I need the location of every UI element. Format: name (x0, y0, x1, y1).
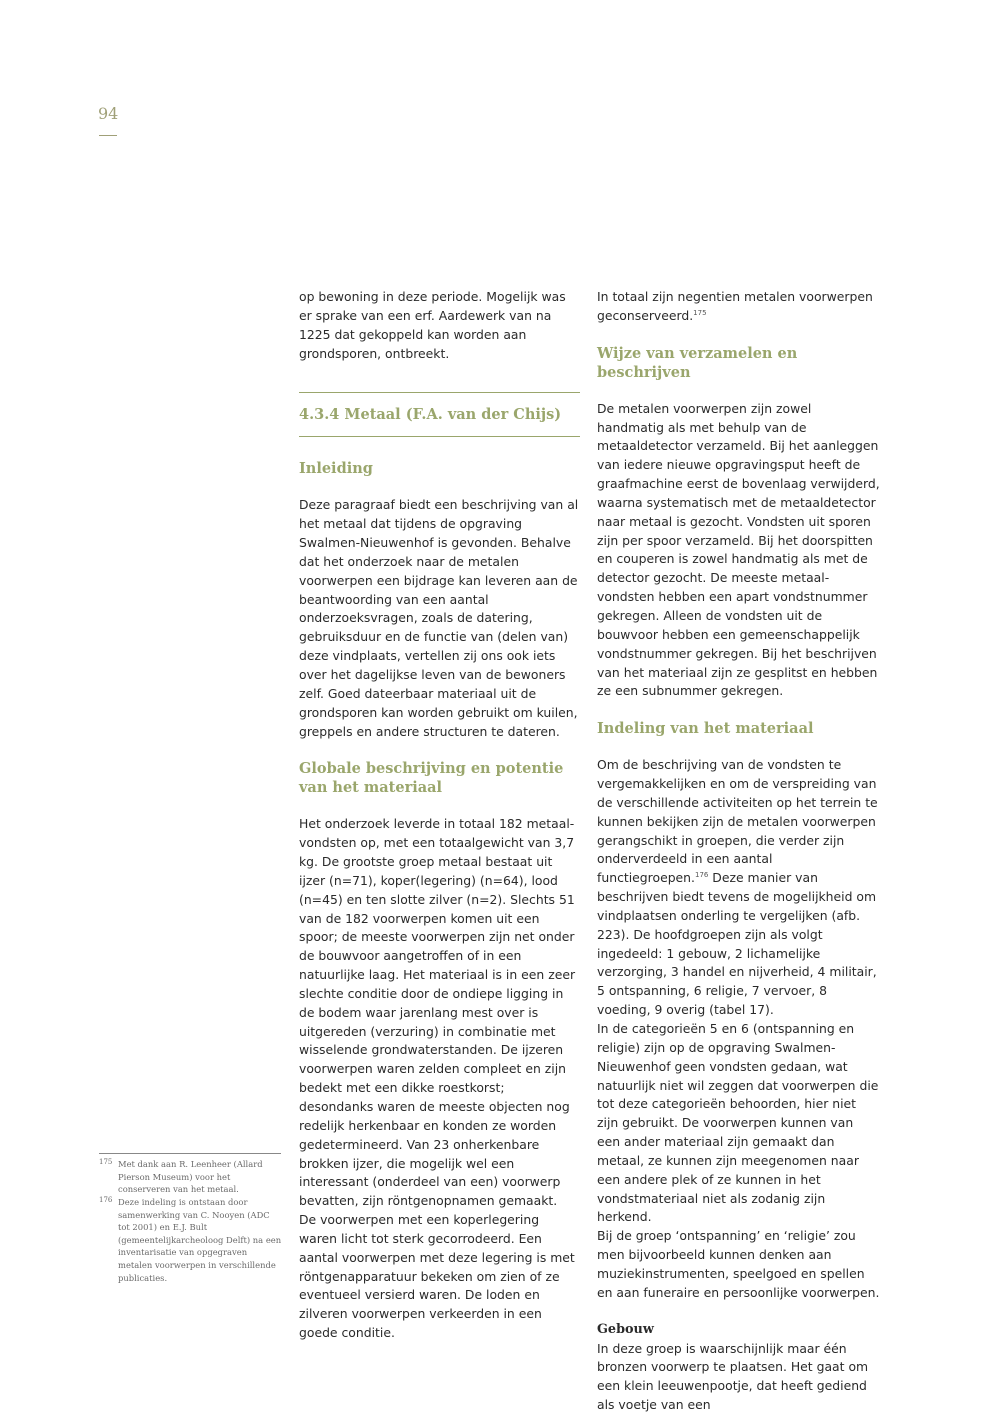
paragraph-geconserveerd: In totaal zijn negentien metalen voorwerpen geconserveerd.$^{175}$ (597, 289, 873, 323)
footnote-176 (99, 1196, 282, 1284)
column-right (597, 288, 880, 1415)
paragraph-indeling-1: Om de beschrijving van de vondsten te vergemakkelijken en om de verspreiding van de verschillende activiteiten op het terrein te kunnen bekijken zijn de metalen voorwerpen gerangschikt in groepen, die verder zijn onderverdeeld in een aantal functiegroepen.$^{176}$ Deze manier van beschrijven biedt tevens de mogelijkheid om vindplaatsen onderling te vergelijken (afb. 223). De hoofdgroepen zijn als volgt ingedeeld: 1 gebouw, 2 lichamelijke verzorging, 3 handel en nijverheid, 4 militair, 5 ontspanning, 6 religie, 7 vervoer, 8 voeding, 9 overig (tabel 17). (597, 757, 878, 1018)
paragraph-indeling-3: Bij de groep ‘ontspanning’ en ‘religie’ zou men bijvoorbeeld kunnen denken aan muziekinstrumenten, speelgoed en spellen en aan funeraire en persoonlijke voorwerpen. (597, 1228, 880, 1300)
heading-inleiding: Inleiding (299, 460, 373, 478)
footnote-text: Met dank aan R. Leenheer (Allard Pierson Museum) voor het conserveren van het metaal. (118, 1159, 263, 1195)
paragraph-wijze: De metalen voorwerpen zijn zowel handmatig als met behulp van de metaaldetector verzameld. Bij het aanleggen van iedere nieuwe opgravingsput heeft de graafmachine eerst de bovenlaag verwijderd, waarna systematisch met de metaaldetector naar metaal is gezocht. Vondsten uit sporen zijn per spoor verzameld. Bij het doorspitten en couperen is zowel handmatig als met de detector gezocht. De meeste metaalvondsten hebben een apart vondstnummer gekregen. Alleen de vondsten uit de bouwvoor hebben een gemeenschappelijk vondstnummer gekregen. Bij het beschrijven van het materiaal zijn ze gesplitst en hebben ze een subnummer gekregen. (597, 400, 880, 699)
heading-indeling: Indeling van het materiaal (597, 720, 814, 738)
footnote-text: Deze indeling is ontstaan door samenwerking van C. Nooyen (ADC tot 2001) en E.J. Bult (gemeentelijkarcheoloog Delft) na een inventarisatie van opgegraven metalen voorwerpen in verschillende publicaties. (118, 1197, 282, 1283)
section-title: 4.3.4 Metaal (F.A. van der Chijs) (299, 406, 562, 424)
heading-wijze-van-verzamelen: Wijze van verzamelen en beschrijven (597, 344, 798, 381)
paragraph-globale-2: De voorwerpen met een koperlegering waren licht tot sterk gecorrodeerd. Een aantal voorwerpen met deze legering is met röntgenapparatuur bekeken om zien of ze eventueel versierd waren. De loden en zilveren voorwerpen verkeerden in een goede conditie. (299, 1212, 575, 1341)
paragraph-inleiding: Deze paragraaf biedt een beschrijving van al het metaal dat tijdens de opgraving Swalmen-Nieuwenhof is gevonden. Behalve dat het onderzoek naar de metalen voorwerpen een bijdrage kan leveren aan de beantwoording van een aantal onderzoeksvragen, zoals de datering, gebruiksduur en de functie van (delen van) deze vindplaats, vertellen zij ons ook iets over het dagelijkse leven van de bewoners zelf. Goed dateerbaar materiaal uit de grondsporen kan worden gebruikt om kuilen, greppels en andere structuren te dateren. (299, 497, 579, 739)
paragraph-globale-1: Het onderzoek leverde in totaal 182 metaalvondsten op, met een totaalgewicht van 3,7 kg. De grootste groep metaal bestaat uit ijzer (n=71), koper(legering) (n=64), lood (n=45) en ten slotte zilver (n=2). Slechts 51 van de 182 voorwerpen komen uit een spoor; de meeste voorwerpen zijn net onder de bouwvoor aangetroffen of in een natuurlijke laag. Het materiaal is in een zeer slechte conditie door de ondiepe ligging in de bodem waar jarenlang mest over is uitgereden (verzuring) in combinatie met wisselende grondwaterstanden. De ijzeren voorwerpen waren zelden compleet en zijn bedekt met een dikke roestkorst; desondanks waren de meeste objecten nog redelijk herkenbaar en konden ze worden gedetermineerd. Van 23 onherkenbare brokken ijzer, die mogelijk wel een interessant (onderdeel van een) voorwerp bevatten, zijn röntgenopnamen gemaakt. (299, 816, 576, 1209)
paragraph-indeling-2: In de categorieën 5 en 6 (ontspanning en religie) zijn op de opgraving Swalmen-Nieuwenhof geen vondsten gedaan, wat natuurlijk niet wil zeggen dat voorwerpen die tot deze categorieën behoorden, hier niet zijn gebruikt. De voorwerpen kunnen van een ander materiaal zijn gemaakt dan metaal, ze kunnen zijn meegenomen naar een andere plek of ze kunnen in het vondstmateriaal niet als zodanig zijn herkend. (597, 1021, 879, 1225)
footnote-ref-175[interactable]: 175 (693, 308, 707, 317)
heading-globale-beschrijving: Globale beschrijving en potentie van het materiaal (299, 760, 564, 797)
page-number: 94 (98, 104, 119, 123)
column-left (299, 288, 581, 1343)
footnote-number: 176 (99, 1196, 113, 1204)
footnote-175 (99, 1158, 282, 1196)
footnote-number: 175 (99, 1158, 113, 1166)
page-number-rule (99, 135, 117, 136)
footnote-rule (99, 1153, 281, 1154)
paragraph-intro: op bewoning in deze periode. Mogelijk was er sprake van een erf. Aardewerk van na 1225 dat gekoppeld kan worden aan grondsporen, ontbreekt. (299, 289, 566, 361)
heading-gebouw: Gebouw (597, 1321, 654, 1337)
paragraph-gebouw: In deze groep is waarschijnlijk maar één bronzen voorwerp te plaatsen. Het gaat om een klein leeuwenpootje, dat heeft gediend als voetje van een (597, 1340, 869, 1413)
footnote-ref-176[interactable]: 176 (694, 871, 709, 880)
